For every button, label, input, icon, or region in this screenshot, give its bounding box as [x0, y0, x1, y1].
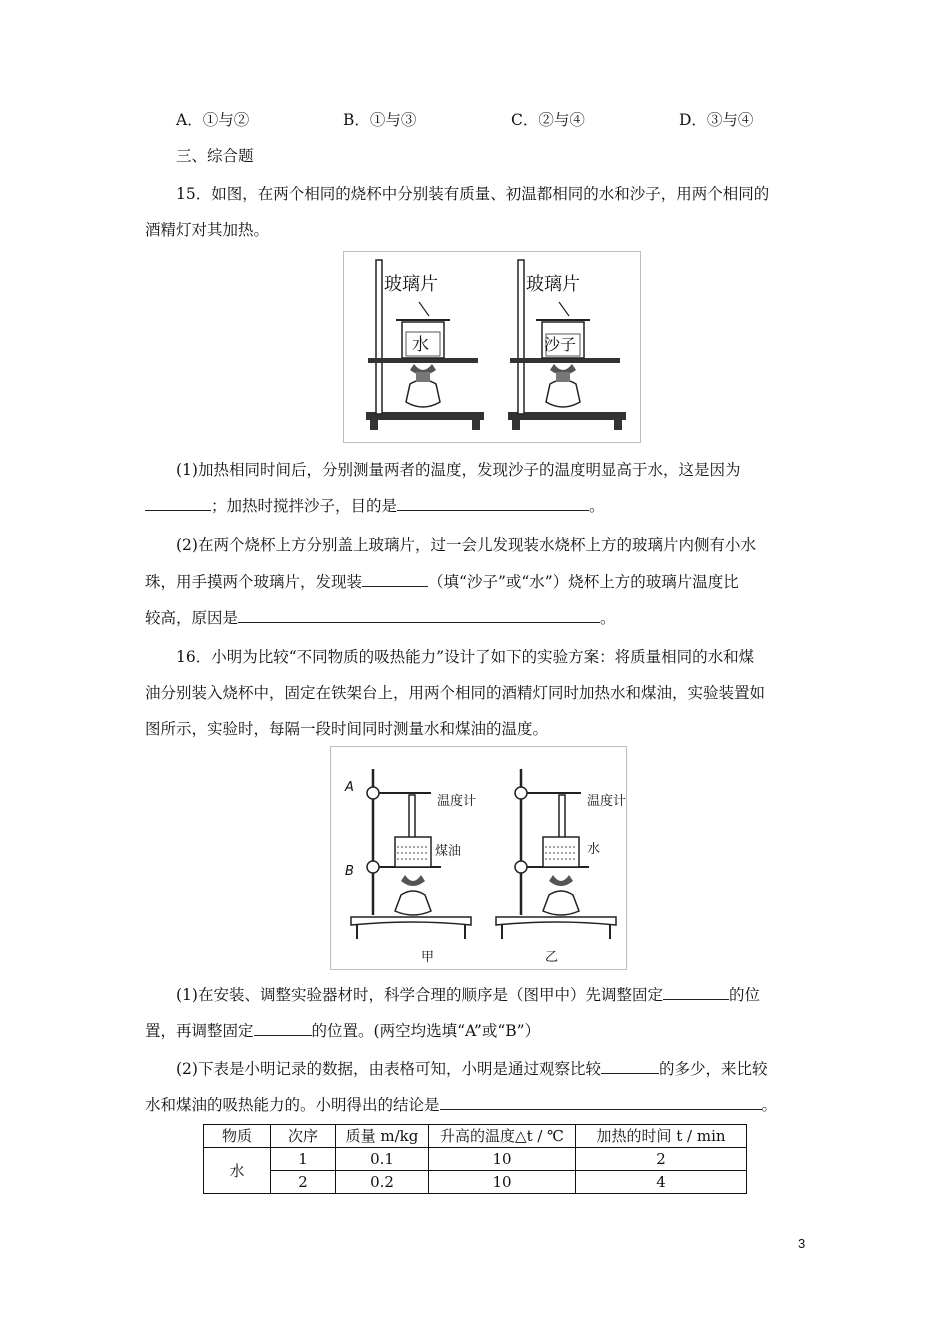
left-content-label: 水 — [412, 335, 429, 355]
table-cell: 10 — [429, 1148, 576, 1171]
q16-line-3: 图所示，实验时，每隔一段时间同时测量水和煤油的温度。 — [145, 720, 549, 738]
table-row — [204, 1148, 747, 1171]
answer-blank[interactable] — [663, 985, 729, 1000]
left-cover-label: 玻璃片 — [384, 274, 438, 295]
q16-line-1: 16．小明为比较“不同物质的吸热能力”设计了如下的实验方案：将质量相同的水和煤 — [176, 648, 755, 666]
right-thermometer-label: 温度计 — [587, 794, 626, 809]
table-header: 物质 — [204, 1125, 271, 1148]
answer-blank[interactable] — [397, 496, 589, 511]
answer-blank[interactable] — [362, 572, 428, 587]
table-header-row — [204, 1125, 747, 1148]
table-header: 次序 — [271, 1125, 336, 1148]
q15-figure — [343, 251, 641, 443]
answer-blank[interactable] — [254, 1021, 312, 1036]
left-thermometer-label: 温度计 — [437, 794, 477, 809]
table-cell: 2 — [576, 1148, 747, 1171]
answer-blank[interactable] — [238, 608, 600, 623]
table-cell: 0.1 — [336, 1148, 429, 1171]
table-cell: 4 — [576, 1171, 747, 1194]
q15-p1-line-2: ；加热时搅拌沙子，目的是 。 — [145, 495, 605, 517]
q16-p2-line-1: (2)下表是小明记录的数据，由表格可知，小明是通过观察比较 的多少，来比较 — [176, 1060, 768, 1078]
q16-line-2: 油分别装入烧杯中，固定在铁架台上，用两个相同的酒精灯同时加热水和煤油，实验装置如 — [145, 684, 766, 702]
q16-p1-line-2: 置，再调整固定 的位置。(两空均选填“A”或“B”） — [145, 1022, 541, 1040]
table-cell: 0.2 — [336, 1171, 429, 1194]
choice-b: B．①与③ — [343, 111, 417, 129]
answer-blank[interactable] — [145, 496, 211, 511]
table-cell: 10 — [429, 1171, 576, 1194]
q15-p1-line-1: (1)加热相同时间后，分别测量两者的温度，发现沙子的温度明显高于水，这是因为 — [176, 461, 741, 479]
choice-c: C．②与④ — [511, 111, 585, 129]
answer-blank[interactable] — [601, 1059, 659, 1074]
table-cell: 2 — [271, 1171, 336, 1194]
answer-blank[interactable] — [440, 1095, 762, 1110]
table-cell-substance: 水 — [204, 1148, 271, 1194]
q16-p1-line-1: (1)在安装、调整实验器材时，科学合理的顺序是（图甲中）先调整固定 的位 — [176, 986, 760, 1004]
section-title: 三、综合题 — [176, 147, 254, 165]
choice-a: A．①与② — [176, 111, 250, 129]
right-caption: 乙 — [545, 950, 559, 965]
label-a: A — [345, 780, 354, 795]
data-table — [203, 1124, 747, 1194]
table-row — [204, 1171, 747, 1194]
page-number: 3 — [798, 1236, 806, 1251]
left-caption: 甲 — [421, 950, 435, 965]
right-content-label: 沙子 — [544, 335, 577, 354]
q16-p2-line-2: 水和煤油的吸热能力的。小明得出的结论是 。 — [145, 1096, 778, 1114]
left-liquid-label: 煤油 — [435, 844, 462, 859]
table-header: 质量 m/kg — [336, 1125, 429, 1148]
label-b: B — [345, 864, 354, 879]
q15-line-1: 15．如图，在两个相同的烧杯中分别装有质量、初温都相同的水和沙子，用两个相同的 — [176, 185, 770, 203]
q15-p2-line-3: 较高，原因是 。 — [145, 609, 616, 627]
table-cell: 1 — [271, 1148, 336, 1171]
choice-d: D．③与④ — [679, 111, 754, 129]
q15-line-2: 酒精灯对其加热。 — [145, 221, 270, 239]
q15-p2-line-2: 珠，用手摸两个玻璃片，发现装 （填“沙子”或“水”）烧杯上方的玻璃片温度比 — [145, 573, 739, 591]
table-header: 升高的温度△t / ℃ — [429, 1125, 576, 1148]
right-liquid-label: 水 — [587, 842, 601, 857]
table-header: 加热的时间 t / min — [576, 1125, 747, 1148]
q16-figure — [330, 746, 627, 970]
q15-p2-line-1: (2)在两个烧杯上方分别盖上玻璃片，过一会儿发现装水烧杯上方的玻璃片内侧有小水 — [176, 536, 756, 554]
right-cover-label: 玻璃片 — [526, 274, 580, 295]
